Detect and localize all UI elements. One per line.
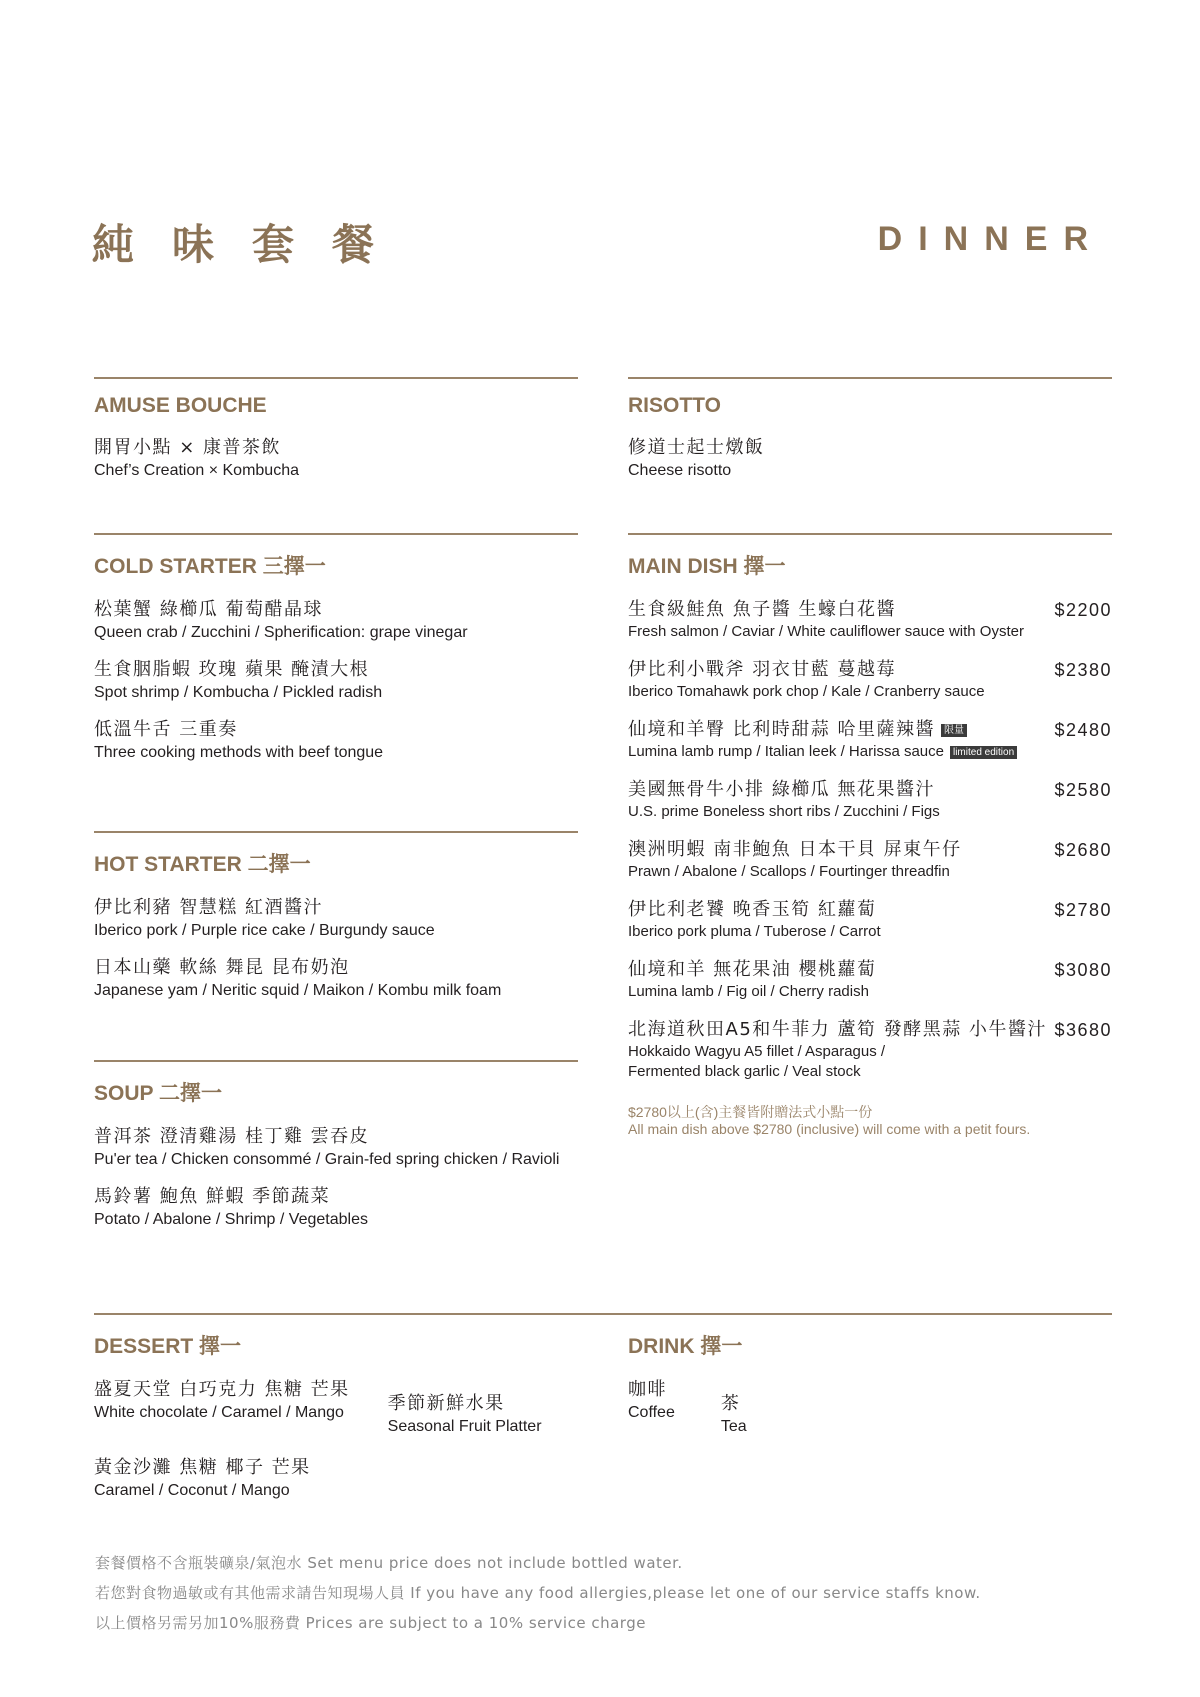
section-divider bbox=[94, 831, 578, 833]
item-name-zh: 馬鈴薯 鮑魚 鮮蝦 季節蔬菜 bbox=[94, 1186, 331, 1207]
item-name-zh: 北海道秋田A5和牛菲力 蘆筍 發酵黑蒜 小牛醬汁 bbox=[628, 1019, 1047, 1040]
section-title: COLD STARTER 三擇一 bbox=[94, 555, 326, 578]
section-amuse-bouche bbox=[94, 377, 578, 482]
menu-item bbox=[94, 598, 578, 644]
menu-item bbox=[94, 1185, 594, 1231]
item-price: $2780 bbox=[1054, 900, 1112, 920]
item-name-en: Prawn / Abalone / Scallops / Fourtinger threadfin bbox=[628, 863, 950, 880]
item-name-en: White chocolate / Caramel / Mango bbox=[94, 1404, 344, 1421]
note-en: All main dish above $2780 (inclusive) will come with a petit fours. bbox=[628, 1121, 1031, 1137]
item-name-en: Cheese risotto bbox=[628, 462, 732, 479]
section-cold-starter bbox=[94, 533, 578, 764]
section-main-dish bbox=[628, 533, 1112, 1138]
item-price: $2200 bbox=[1054, 600, 1112, 620]
item-name-en: Fresh salmon / Caviar / White cauliflower sauce with Oyster bbox=[628, 623, 1024, 640]
menu-item bbox=[721, 1392, 747, 1438]
menu-item bbox=[628, 958, 1112, 1002]
menu-item bbox=[94, 658, 578, 704]
section-divider bbox=[94, 533, 578, 535]
item-name-en: Spot shrimp / Kombucha / Pickled radish bbox=[94, 684, 383, 701]
item-price: $3680 bbox=[1054, 1020, 1112, 1040]
section-risotto bbox=[628, 377, 1112, 482]
item-name-en: Iberico pork / Purple rice cake / Burgundy sauce bbox=[94, 922, 435, 939]
section-title: DRINK 擇一 bbox=[628, 1335, 743, 1358]
item-name-zh: 仙境和羊臀 比利時甜蒜 哈里薩辣醬 bbox=[628, 719, 935, 740]
item-name-zh: 伊比利豬 智慧糕 紅酒醬汁 bbox=[94, 897, 323, 918]
menu-item bbox=[94, 1125, 594, 1171]
menu-item bbox=[94, 436, 578, 482]
footer-notes bbox=[95, 1548, 981, 1638]
limited-badge-en: limited edition bbox=[950, 746, 1017, 759]
item-name-en: Three cooking methods with beef tongue bbox=[94, 744, 384, 761]
item-name-en: Japanese yam / Neritic squid / Maikon / Kombu milk foam bbox=[94, 982, 502, 999]
section-title: AMUSE BOUCHE bbox=[94, 394, 267, 417]
item-name-en: Lumina lamb rump / Italian leek / Harissa sauce bbox=[628, 743, 944, 760]
item-name-zh: 低溫牛舌 三重奏 bbox=[94, 719, 238, 740]
section-hot-starter bbox=[94, 831, 578, 1002]
page-title-en: DINNER bbox=[877, 220, 1104, 258]
section-drink bbox=[628, 1315, 1112, 1438]
menu-item bbox=[628, 898, 1112, 942]
item-name-zh: 澳洲明蝦 南非鮑魚 日本干貝 屏東午仔 bbox=[628, 839, 962, 860]
footer-note: 以上價格另需另加10%服務費 Prices are subject to a 10% service charge bbox=[95, 1614, 646, 1632]
menu-item bbox=[94, 718, 578, 764]
section-title: RISOTTO bbox=[628, 394, 721, 417]
section-dessert bbox=[94, 1315, 594, 1502]
item-name-en: U.S. prime Boneless short ribs / Zucchini / Figs bbox=[628, 803, 940, 820]
menu-item bbox=[94, 1456, 594, 1502]
menu-item bbox=[94, 956, 578, 1002]
note-zh: $2780以上(含)主餐皆附贈法式小點一份 bbox=[628, 1104, 873, 1120]
item-name-zh: 生食胭脂蝦 玫瑰 蘋果 醃漬大根 bbox=[94, 659, 370, 680]
item-name-en: Seasonal Fruit Platter bbox=[387, 1418, 542, 1435]
item-name-zh: 盛夏天堂 白巧克力 焦糖 芒果 bbox=[94, 1379, 350, 1400]
item-name-zh: 黃金沙灘 焦糖 椰子 芒果 bbox=[94, 1457, 311, 1478]
item-name-en: Pu'er tea / Chicken consommé / Grain-fed spring chicken / Ravioli bbox=[94, 1151, 560, 1168]
menu-item bbox=[628, 658, 1112, 702]
item-name-zh: 松葉蟹 綠櫛瓜 葡萄醋晶球 bbox=[94, 599, 323, 620]
item-price: $3080 bbox=[1054, 960, 1112, 980]
item-name-en: Queen crab / Zucchini / Spherification: grape vinegar bbox=[94, 624, 468, 641]
item-name-zh: 伊比利小戰斧 羽衣甘藍 蔓越莓 bbox=[628, 659, 896, 680]
item-name-en: Potato / Abalone / Shrimp / Vegetables bbox=[94, 1211, 368, 1228]
limited-badge-zh: 限量 bbox=[941, 724, 967, 737]
section-divider bbox=[628, 377, 1112, 379]
menu-item bbox=[94, 896, 578, 942]
item-name-en: Caramel / Coconut / Mango bbox=[94, 1482, 290, 1499]
item-price: $2580 bbox=[1054, 780, 1112, 800]
menu-item bbox=[388, 1392, 542, 1438]
menu-item bbox=[628, 1378, 675, 1438]
item-name-zh: 普洱茶 澄清雞湯 桂丁雞 雲吞皮 bbox=[94, 1126, 370, 1147]
footer-note: 若您對食物過敏或有其他需求請告知現場人員 If you have any food allergies,please let one of our service staffs know. bbox=[95, 1584, 981, 1602]
item-name-en: Lumina lamb / Fig oil / Cherry radish bbox=[628, 983, 869, 1000]
section-title: MAIN DISH 擇一 bbox=[628, 555, 786, 578]
section-title: SOUP 二擇一 bbox=[94, 1082, 222, 1105]
item-name-en: Hokkaido Wagyu A5 fillet / Asparagus / bbox=[628, 1043, 886, 1060]
menu-item bbox=[628, 1018, 1112, 1082]
item-name-zh: 生食級鮭魚 魚子醬 生蠔白花醬 bbox=[628, 599, 896, 620]
menu-item bbox=[94, 1378, 350, 1438]
section-divider bbox=[94, 377, 578, 379]
menu-item bbox=[628, 436, 1112, 482]
item-name-zh: 茶 bbox=[720, 1393, 741, 1414]
menu-item bbox=[628, 778, 1112, 822]
petit-fours-note bbox=[628, 1104, 1112, 1138]
item-name-zh: 修道士起士燉飯 bbox=[628, 437, 765, 458]
menu-item bbox=[628, 718, 1112, 762]
item-name-zh: 日本山藥 軟絲 舞昆 昆布奶泡 bbox=[94, 957, 350, 978]
section-title: DESSERT 擇一 bbox=[94, 1335, 242, 1358]
menu-item bbox=[628, 838, 1112, 882]
item-name-zh: 伊比利老饕 晚香玉筍 紅蘿蔔 bbox=[628, 899, 877, 920]
menu-item bbox=[628, 598, 1112, 642]
item-name-en: Iberico Tomahawk pork chop / Kale / Cranberry sauce bbox=[628, 683, 985, 700]
item-name-zh: 開胃小點 × 康普茶飲 bbox=[94, 437, 282, 458]
section-title: HOT STARTER 二擇一 bbox=[94, 853, 311, 876]
page-title-zh: 純味套餐 bbox=[92, 220, 413, 269]
item-name-en: Iberico pork pluma / Tuberose / Carrot bbox=[628, 923, 881, 940]
section-divider bbox=[94, 1060, 578, 1062]
footer-note: 套餐價格不含瓶裝礦泉/氣泡水 Set menu price does not include bottled water. bbox=[95, 1554, 683, 1572]
item-name-zh: 仙境和羊 無花果油 櫻桃蘿蔔 bbox=[628, 959, 877, 980]
item-name-en: Chef’s Creation × Kombucha bbox=[94, 462, 299, 479]
item-name-en: Tea bbox=[720, 1418, 747, 1435]
section-divider bbox=[628, 533, 1112, 535]
section-soup bbox=[94, 1060, 594, 1231]
item-name-zh: 咖啡 bbox=[628, 1379, 667, 1400]
item-name-en: Coffee bbox=[628, 1404, 675, 1421]
item-price: $2480 bbox=[1054, 720, 1112, 740]
item-price: $2380 bbox=[1054, 660, 1112, 680]
item-name-zh: 季節新鮮水果 bbox=[387, 1393, 505, 1414]
item-price: $2680 bbox=[1054, 840, 1112, 860]
item-name-en-line2: Fermented black garlic / Veal stock bbox=[628, 1063, 861, 1080]
item-name-zh: 美國無骨牛小排 綠櫛瓜 無花果醬汁 bbox=[628, 779, 935, 800]
